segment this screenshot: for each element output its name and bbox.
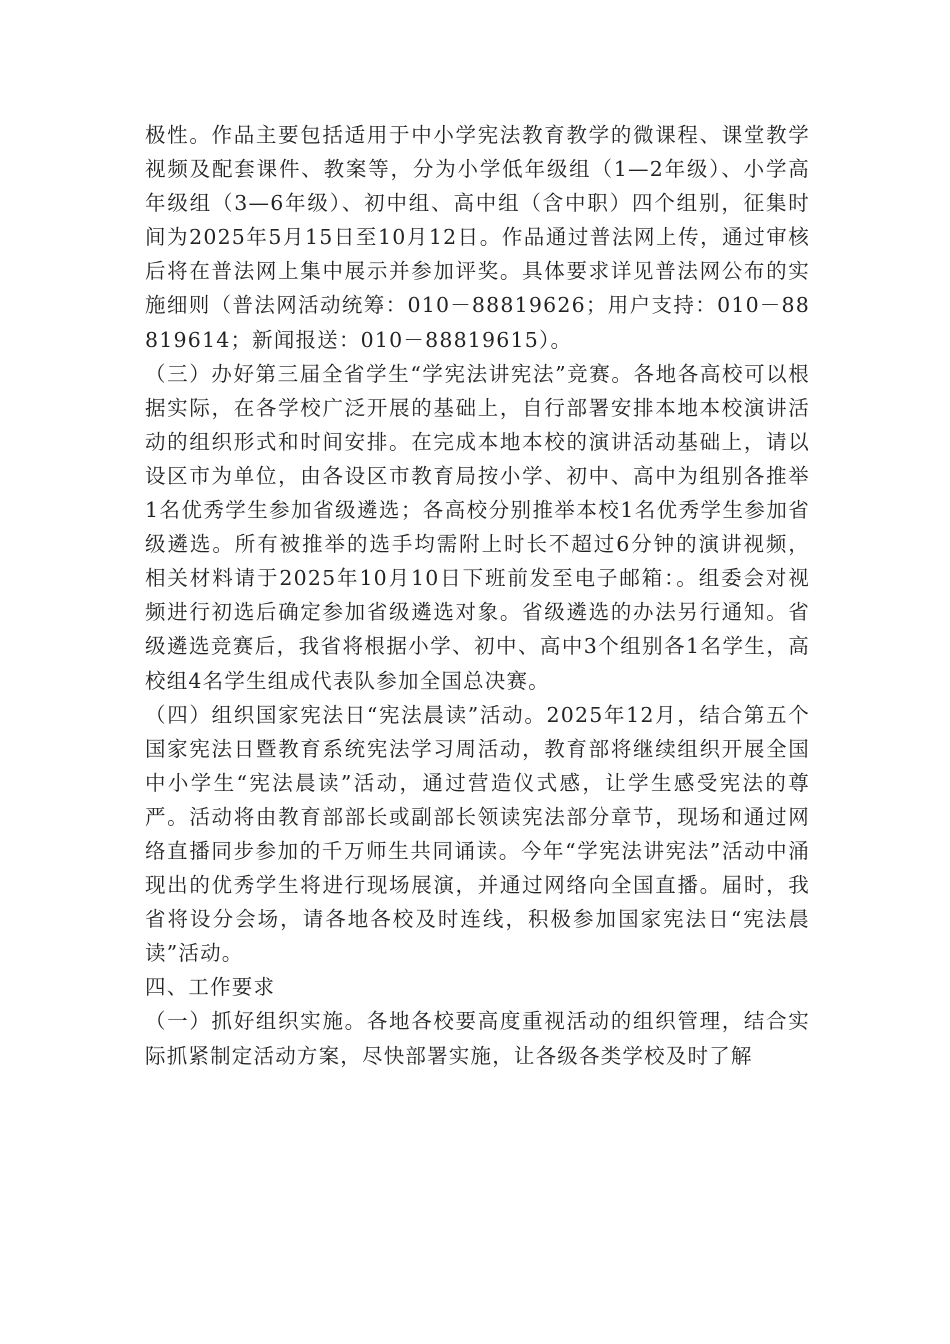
- paragraph-section-three: （三）办好第三届全省学生“学宪法讲宪法”竞赛。各地各高校可以根据实际，在各学校广泛开展的基础上，自行部署安排本地本校演讲活动的组织形式和时间安排。在完成本地本校的演讲活动基础上，请以设区市为单位，由各设区市教育局按小学、初中、高中为组别各推举1名优秀学生参加省级遴选；各高校分别推举本校1名优秀学生参加省级遴选。所有被推举的选手均需附上时长不超过6分钟的演讲视频，相关材料请于2025年10月10日下班前发至电子邮箱：。组委会对视频进行初选后确定参加省级遴选对象。省级遴选的办法另行通知。省级遴选竞赛后，我省将根据小学、初中、高中3个组别各1名学生，高校组4名学生组成代表队参加全国总决赛。: [145, 361, 810, 693]
- heading-work-requirements: 四、工作要求: [145, 975, 276, 1000]
- paragraph-continuation: 极性。作品主要包括适用于中小学宪法教育教学的微课程、课堂教学视频及配套课件、教案等，分为小学低年级组（1—2年级）、小学高年级组（3—6年级）、初中组、高中组（含中职）四个组别，征集时间为2025年5月15日至10月12日。作品通过普法网上传，通过审核后将在普法网上集中展示并参加评奖。具体要求详见普法网公布的实施细则（普法网活动统筹：010－88819626；用户支持：010－88819614；新闻报送：010－88819615）。: [145, 123, 810, 352]
- document-body: [145, 118, 810, 1073]
- paragraph-requirement-one: （一）抓好组织实施。各地各校要高度重视活动的组织管理，结合实际抓紧制定活动方案，尽快部署实施，让各级各类学校及时了解: [145, 1009, 810, 1068]
- paragraph-section-four: （四）组织国家宪法日“宪法晨读”活动。2025年12月，结合第五个国家宪法日暨教育系统宪法学习周活动，教育部将继续组织开展全国中小学生“宪法晨读”活动，通过营造仪式感，让学生感受宪法的尊严。活动将由教育部部长或副部长领读宪法部分章节，现场和通过网络直播同步参加的千万师生共同诵读。今年“学宪法讲宪法”活动中涌现出的优秀学生将进行现场展演，并通过网络向全国直播。届时，我省将设分会场，请各地各校及时连线，积极参加国家宪法日“宪法晨读”活动。: [145, 702, 810, 966]
